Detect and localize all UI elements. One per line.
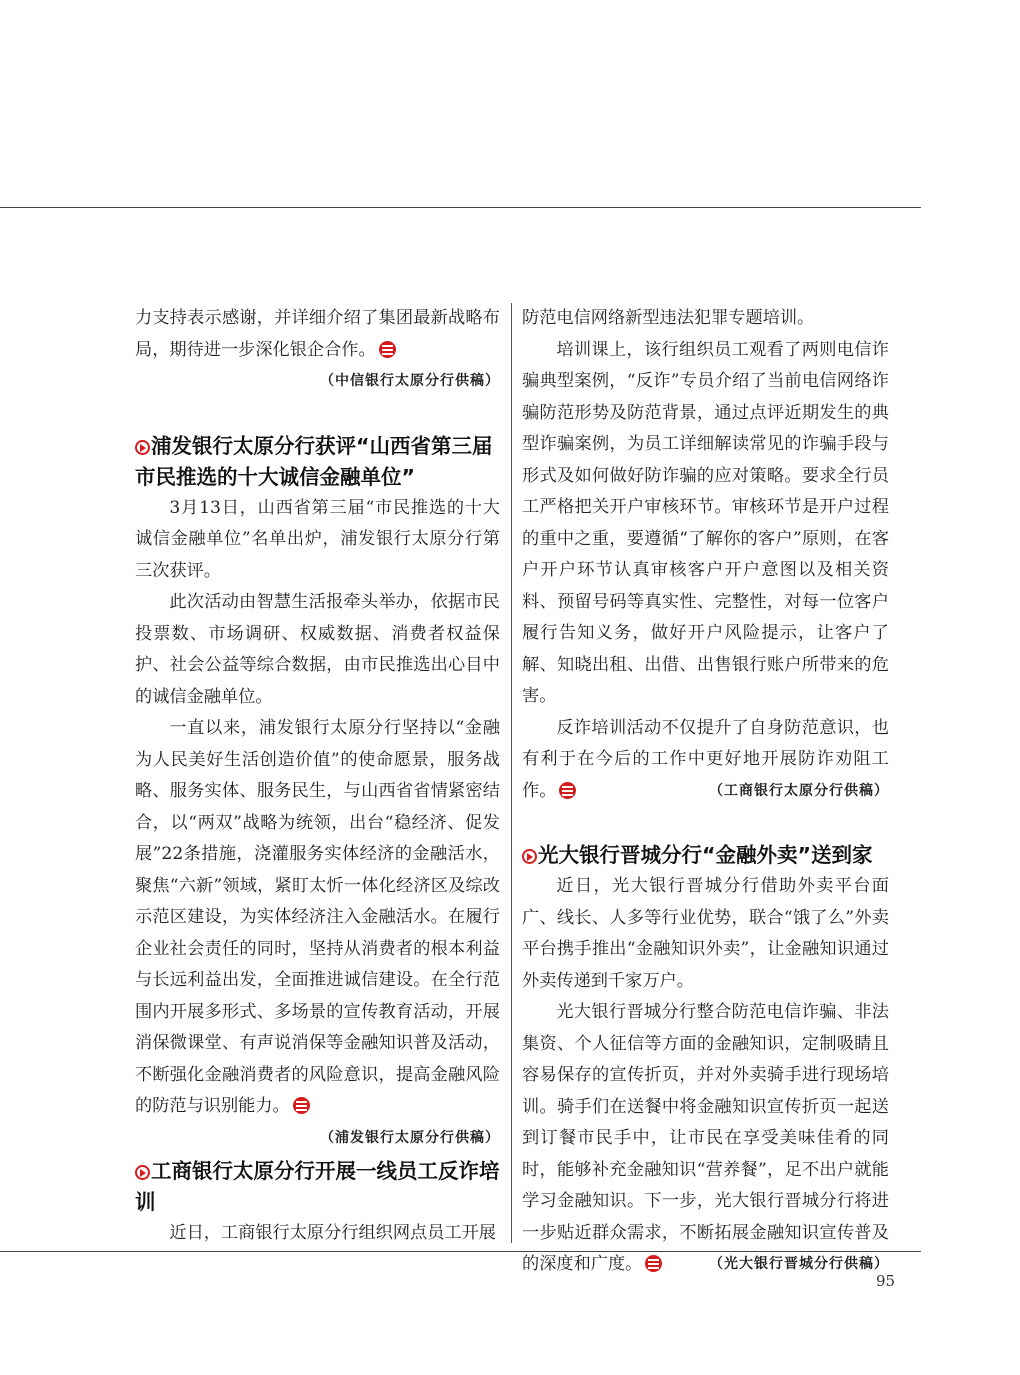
paragraph: 光大银行晋城分行整合防范电信诈骗、非法集资、个人征信等方面的金融知识，定制吸睛且容易保存的宣传折页，并对外卖骑手进行现场培训。骑手们在送餐中将金融知识宣传折页一起送到订餐市民手中，让市民在享受美味佳肴的同时，能够补充金融知识“营养餐”，足不出户就能学习金融知识。下一步，光大银行晋城分行将进一步贴近群众需求，不断拓展金融知识宣传普及的深度和广度。 （光大银行晋城分行供稿）	[522, 997, 889, 1281]
continued-paragraph: 力支持表示感谢，并详细介绍了集团最新战略布局，期待进一步深化银企合作。	[135, 308, 500, 360]
play-circle-icon	[522, 849, 537, 864]
end-mark-icon	[379, 341, 396, 358]
play-circle-icon	[135, 1165, 150, 1180]
end-mark-icon	[559, 782, 576, 799]
paragraph: 3月13日，山西省第三届“市民推选的十大诚信金融单位”名单出炉，浦发银行太原分行第三次获评。	[135, 497, 500, 581]
end-mark-icon	[293, 1097, 310, 1114]
play-circle-icon	[135, 440, 150, 455]
right-column	[522, 303, 889, 1281]
paragraph: 防范电信网络新型违法犯罪专题培训。	[522, 308, 815, 328]
paragraph: 近日，工商银行太原分行组织网点员工开展	[169, 1222, 496, 1243]
column-divider	[511, 303, 512, 1243]
left-column	[135, 303, 500, 1249]
article-title-icbc: 工商银行太原分行开展一线员工反诈培训	[135, 1158, 500, 1214]
paragraph: 一直以来，浦发银行太原分行坚持以“金融为人民美好生活创造价值”的使命愿景，服务战略、服务实体、服务民生，与山西省省情紧密结合，以“两双”战略为统领，出台“稳经济、促发展”22条措施，浇灌服务实体经济的金融活水，聚焦“六新”领域，紧盯太忻一体化经济区及综改示范区建设，为实体经济注入金融活水。在履行企业社会责任的同时，坚持从消费者的根本利益与长远利益出发，全面推进诚信建设。在全行范围内开展多形式、多场景的宣传教育活动，开展消保微课堂、有声说消保等金融知识普及活动，不断强化金融消费者的风险意识，提高金融风险的防范与识别能力。 （浦发银行太原分行供稿）	[135, 713, 500, 1123]
end-mark-icon	[645, 1255, 662, 1272]
page-number: 95	[876, 1272, 896, 1290]
article-title-ceb: 光大银行晋城分行“金融外卖”送到家	[522, 840, 889, 871]
source-credit: （工商银行太原分行供稿）	[709, 782, 889, 799]
source-credit: （浦发银行太原分行供稿）	[320, 1129, 500, 1146]
paragraph: 反诈培训活动不仅提升了自身防范意识，也有利于在今后的工作中更好地开展防诈劝阻工作。 （工商银行太原分行供稿）	[522, 713, 889, 808]
paragraph: 培训课上，该行组织员工观看了两则电信诈骗典型案例，“反诈”专员介绍了当前电信网络诈骗防范形势及防范背景，通过点评近期发生的典型诈骗案例，为员工详细解读常见的诈骗手段与形式及如何做好防诈骗的应对策略。要求全行员工严格把关开户审核环节。审核环节是开户过程的重中之重，要遵循“了解你的客户”原则，在客户开户环节认真审核客户开户意图以及相关资料、预留号码等真实性、完整性，对每一位客户履行告知义务，做好开户风险提示，让客户了解、知晓出租、出借、出售银行账户所带来的危害。	[522, 339, 889, 706]
source-credit: （中信银行太原分行供稿）	[320, 373, 500, 389]
article-title-spdb: 浦发银行太原分行获评“山西省第三届市民推选的十大诚信金融单位”	[135, 433, 493, 489]
paragraph: 此次活动由智慧生活报牵头举办，依据市民投票数、市场调研、权威数据、消费者权益保护、社会公益等综合数据，由市民推选出心目中的诚信金融单位。	[135, 592, 500, 707]
paragraph: 近日，光大银行晋城分行借助外卖平台面广、线长、人多等行业优势，联合“饿了么”外卖平台携手推出“金融知识外卖”，让金融知识通过外卖传递到千家万户。	[522, 876, 889, 991]
bottom-rule	[0, 1251, 921, 1252]
source-credit: （光大银行晋城分行供稿）	[709, 1256, 889, 1272]
top-rule	[0, 207, 921, 208]
